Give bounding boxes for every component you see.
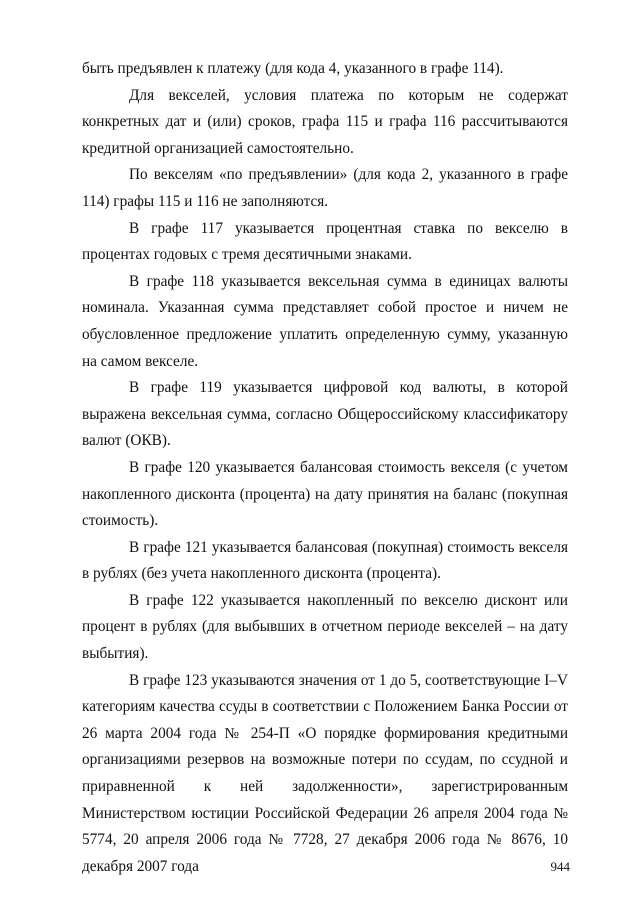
page-number: 944 (550, 859, 570, 874)
paragraph-on-demand-bills: По векселям «по предъявлении» (для кода 2, указанного в графе 114) графы 115 и 116 не заполняются. (82, 166, 568, 210)
paragraph-column-117: В графе 117 указывается процентная ставка по векселю в процентах годовых с тремя десятичными знаками. (82, 219, 568, 264)
paragraph-non-specific-dates: Для векселей, условия платежа по которым не содержат конкретных дат и (или) сроков, графа 115 и графа 116 рассчитываются кредитной организацией самостоятельно. (82, 86, 568, 157)
paragraph-column-119: В графе 119 указывается цифровой код валюты, в которой выражена вексельная сумма, согласно Общероссийскому классификатору валют (ОКВ). (82, 379, 568, 450)
paragraph-column-118: В графе 118 указывается вексельная сумма в единицах валюты номинала. Указанная сумма представляет собой простое и ничем не обусловленное предложение уплатить определенную сумму, указанную на самом векселе. (82, 272, 568, 370)
paragraph-column-123: В графе 123 указываются значения от 1 до 5, соответствующие I–V категориям качества ссуды в соответствии с Положением Банка России от 26 марта 2004 года № 254-П «О порядке формирования кредитными организациями резервов на возможные потери по ссудам, по ссудной и приравненной к ней задолженности», зарегистрированным Министерством юстиции Российской Федерации 26 апреля 2004 года № 5774, 20 апреля 2006 года № 7728, 27 декабря 2006 года № 8676, 10 декабря 2007 года (82, 671, 568, 875)
paragraph-column-121: В графе 121 указывается балансовая (покупная) стоимость векселя в рублях (без учета накопленного дисконта (процента). (82, 538, 568, 583)
paragraph-continuation: быть предъявлен к платежу (для кода 4, указанного в графе 114). (82, 60, 504, 77)
body-text (82, 56, 568, 880)
paragraph-column-120: В графе 120 указывается балансовая стоимость векселя (с учетом накопленного дисконта (процента) на дату принятия на баланс (покупная стоимость). (82, 458, 568, 530)
paragraph-column-122: В графе 122 указывается накопленный по векселю дисконт или процент в рублях (для выбывших в отчетном периоде векселей – на дату выбытия). (82, 591, 568, 663)
